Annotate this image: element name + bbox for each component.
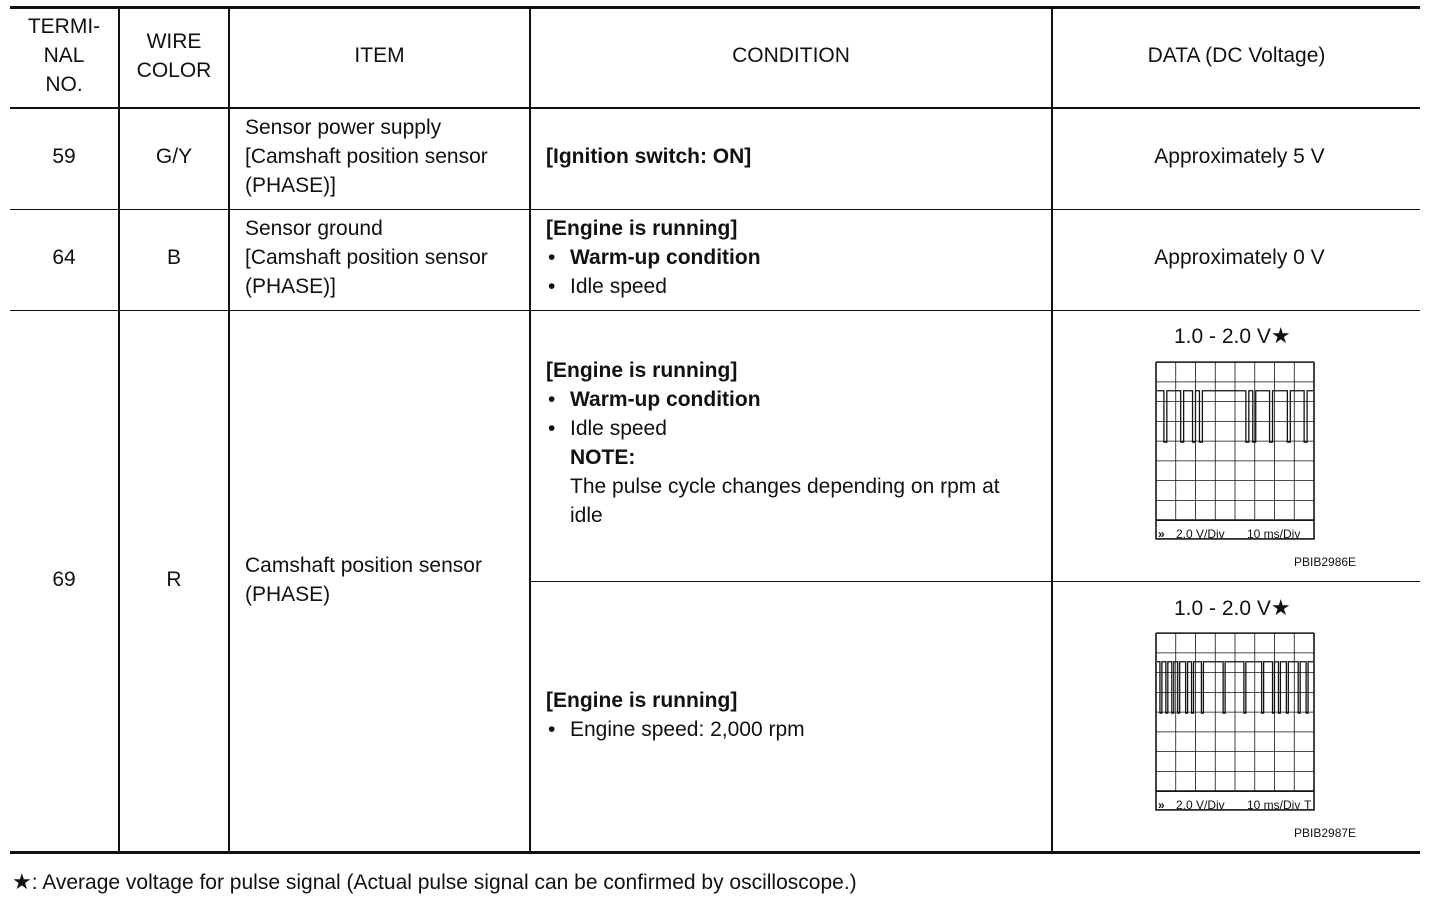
item-line: (PHASE)] (245, 174, 337, 197)
column-divider (118, 8, 120, 853)
item-description (245, 551, 482, 609)
data-value: Approximately 5 V (1154, 145, 1325, 168)
column-divider (228, 8, 230, 853)
header-data: DATA (DC Voltage) (1147, 44, 1326, 67)
scope-volt-div: 2.0 V/Div (1176, 527, 1225, 541)
header-terminal-line: NAL (43, 44, 85, 67)
scope-grid (1156, 633, 1314, 810)
condition-heading: [Ignition switch: ON] (546, 145, 752, 168)
row-divider (10, 209, 1420, 210)
item-line: (PHASE) (245, 583, 331, 606)
terminal-number: 64 (52, 246, 76, 269)
figure-id: PBIB2987E (1294, 826, 1357, 840)
scope-time-div: 10 ms/Div (1247, 527, 1301, 541)
header-divider (10, 107, 1420, 109)
note-text: idle (570, 504, 603, 527)
table-bottom-border (10, 851, 1420, 854)
footnote (12, 868, 857, 897)
data-value: 1.0 - 2.0 V (1174, 597, 1271, 620)
condition-bullet: • Warm-up condition (546, 243, 761, 272)
footnote-text: : Average voltage for pulse signal (Actual pulse signal can be confirmed by oscilloscope.) (31, 871, 857, 894)
condition-block (546, 214, 761, 301)
header-terminal-line: TERMI- (27, 15, 101, 38)
item-description (245, 214, 488, 301)
terminal-number: 59 (52, 145, 76, 168)
scope-trigger: T (1304, 798, 1312, 812)
star-icon: ★ (12, 869, 32, 894)
header-item: ITEM (354, 44, 405, 67)
table-top-border (10, 6, 1420, 9)
subrow-divider (530, 581, 1420, 582)
star-icon: ★ (1270, 323, 1291, 348)
item-line: [Camshaft position sensor (245, 145, 488, 168)
condition-heading: [Engine is running] (546, 359, 738, 382)
note-text: The pulse cycle changes depending on rpm at (570, 475, 1000, 498)
data-value: Approximately 0 V (1154, 246, 1325, 269)
scope-time-div: 10 ms/Div (1247, 798, 1301, 812)
figure-id: PBIB2986E (1294, 555, 1357, 569)
item-line: [Camshaft position sensor (245, 246, 488, 269)
wire-color: G/Y (155, 145, 193, 168)
wire-color: R (166, 568, 182, 591)
oscilloscope-waveform (1155, 632, 1315, 812)
scope-volt-div: 2.0 V/Div (1176, 798, 1225, 812)
condition-heading: [Engine is running] (546, 217, 738, 240)
condition-heading: [Engine is running] (546, 689, 738, 712)
note-label: NOTE: (570, 446, 636, 469)
scope-grid (1156, 362, 1314, 539)
oscilloscope-waveform (1155, 361, 1315, 541)
star-icon: ★ (1270, 595, 1291, 620)
wire-color: B (166, 246, 181, 269)
scope-arrow-icon: » (1158, 798, 1165, 812)
terminal-number: 69 (52, 568, 76, 591)
header-wire-color (120, 27, 228, 85)
condition-bullet: • Warm-up condition (546, 385, 1000, 414)
condition-block (546, 356, 1000, 530)
header-wire-line: WIRE (146, 30, 202, 53)
condition-bullet: • Idle speed (546, 414, 1000, 443)
header-condition: CONDITION (732, 44, 850, 67)
item-line: Sensor ground (245, 217, 383, 240)
data-value-pulse (1174, 595, 1291, 622)
header-wire-line: COLOR (136, 59, 212, 82)
column-divider (1051, 8, 1053, 853)
item-line: Sensor power supply (245, 116, 442, 139)
data-value-pulse (1174, 323, 1291, 350)
header-terminal-no (10, 12, 118, 99)
condition-block (546, 686, 805, 744)
item-line: (PHASE)] (245, 275, 337, 298)
header-terminal-line: NO. (45, 73, 83, 96)
column-divider (529, 8, 531, 853)
condition-bullet: • Engine speed: 2,000 rpm (546, 715, 805, 744)
condition-bullet: • Idle speed (546, 272, 761, 301)
row-divider (10, 310, 1420, 311)
item-description (245, 113, 488, 200)
item-line: Camshaft position sensor (245, 554, 482, 577)
scope-arrow-icon: » (1158, 527, 1165, 541)
data-value: 1.0 - 2.0 V (1174, 325, 1271, 348)
